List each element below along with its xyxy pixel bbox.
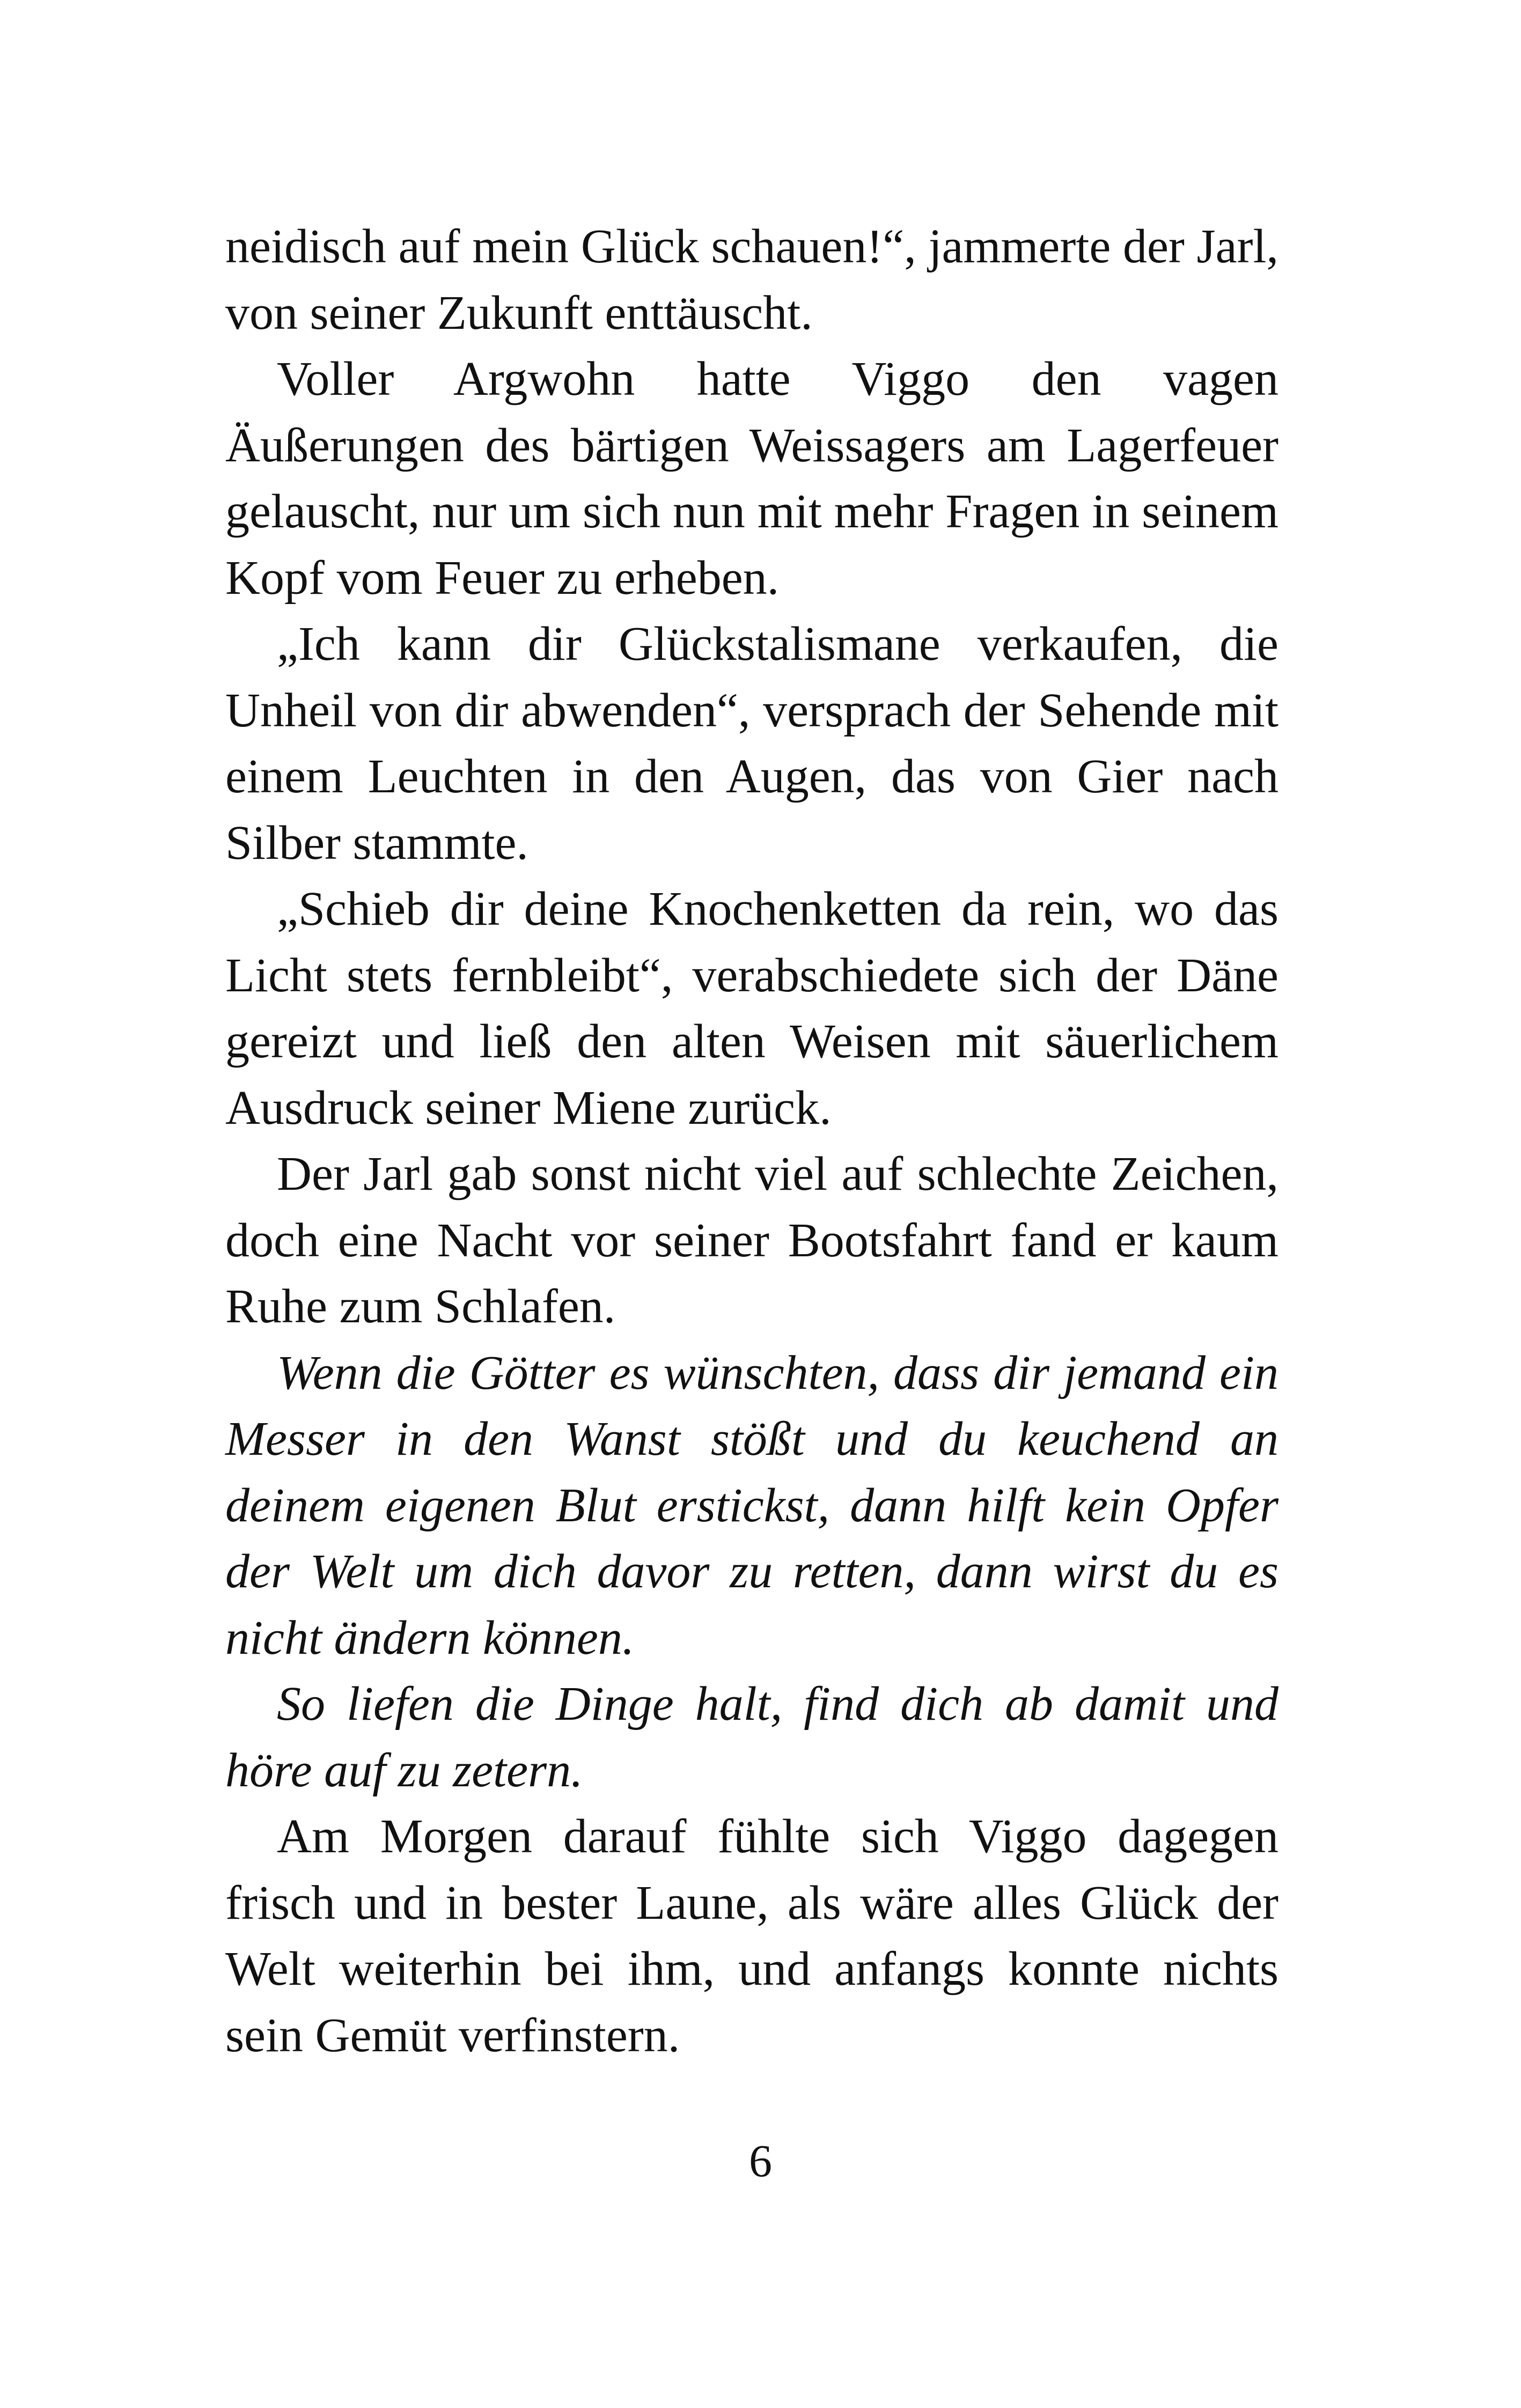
paragraph-3: „Ich kann dir Glückstalismane verkaufen, die Unheil von dir abwenden“, versprach der Sehende mit einem Leuchten in den Augen, das von Gier nach Silber stammte. bbox=[225, 617, 1278, 870]
paragraph-4: „Schieb dir deine Knochenketten da rein, wo das Licht stets fernbleibt“, verabschiedete sich der Däne gereizt und ließ den alten Weisen mit säuerlichem Ausdruck seiner Miene zurück. bbox=[225, 882, 1278, 1135]
paragraph-1: neidisch auf mein Glück schauen!“, jammerte der Jarl, von seiner Zukunft enttäuscht. bbox=[225, 220, 1278, 340]
paragraph-5: Der Jarl gab sonst nicht viel auf schlechte Zeichen, doch eine Nacht vor seiner Bootsfahrt fand er kaum Ruhe zum Schlafen. bbox=[225, 1147, 1278, 1333]
paragraph-7-italic: So liefen die Dinge halt, find dich ab damit und höre auf zu zetern. bbox=[225, 1677, 1278, 1797]
body-text bbox=[225, 213, 1278, 2068]
paragraph-6-italic: Wenn die Götter es wünschten, dass dir jemand ein Messer in den Wanst stößt und du keuchend an deinem eigenen Blut erstickst, dann hilft kein Opfer der Welt um dich davor zu retten, dann wirst du es nicht ändern können. bbox=[225, 1346, 1278, 1665]
paragraph-8: Am Morgen darauf fühlte sich Viggo dagegen frisch und in bester Laune, als wäre alles Glück der Welt weiterhin bei ihm, und anfangs konnte nichts sein Gemüt verfinstern. bbox=[225, 1810, 1278, 2062]
page-number: 6 bbox=[749, 2135, 772, 2186]
paragraph-2: Voller Argwohn hatte Viggo den vagen Äußerungen des bärtigen Weissagers am Lagerfeuer gelauscht, nur um sich nun mit mehr Fragen in seinem Kopf vom Feuer zu erheben. bbox=[225, 352, 1278, 605]
